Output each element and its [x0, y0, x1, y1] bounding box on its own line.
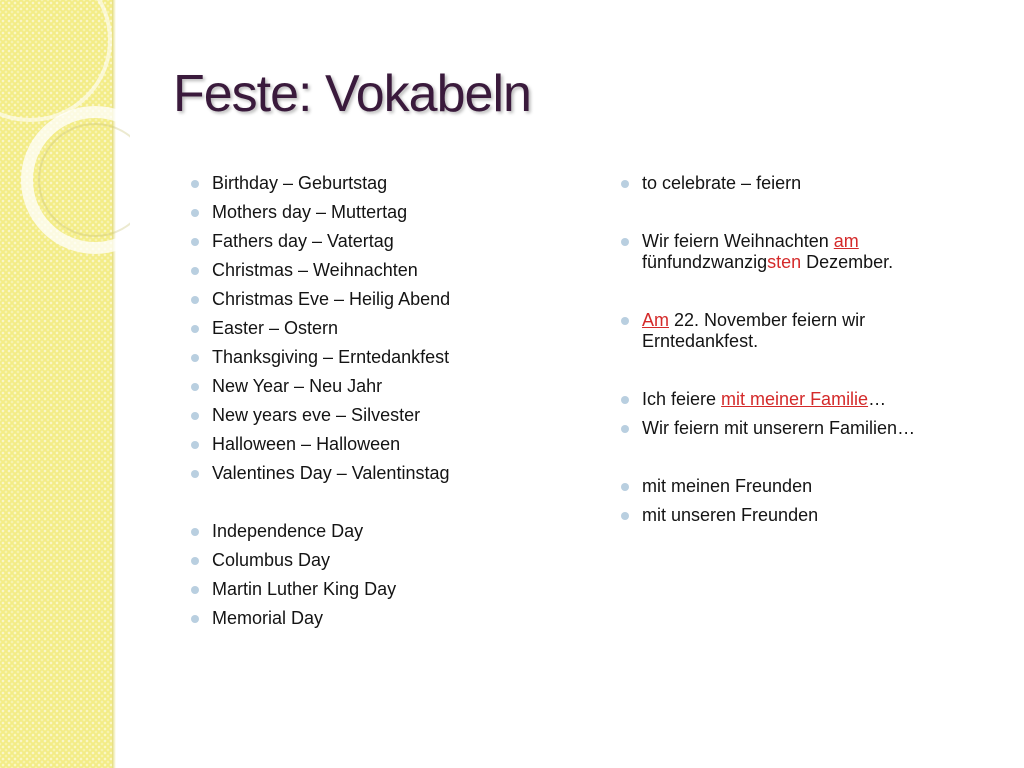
sentence-part: Dezember.: [801, 252, 894, 272]
list-item: Martin Luther King Day: [183, 579, 593, 600]
example-sentences-list: [613, 173, 953, 526]
sentence-part: fünfundzwanzig: [642, 252, 768, 272]
highlight-sten: sten: [767, 252, 802, 272]
slide-title: Feste: Vokabeln: [173, 65, 531, 123]
list-item: Valentines Day – Valentinstag: [183, 463, 593, 484]
decorative-rings: [0, 0, 130, 260]
list-item: Christmas Eve – Heilig Abend: [183, 289, 593, 310]
sentence-part: Ich feiere: [642, 389, 722, 409]
list-item: New years eve – Silvester: [183, 405, 593, 426]
list-item: Easter – Ostern: [183, 318, 593, 339]
list-item: Mothers day – Muttertag: [183, 202, 593, 223]
list-item: Christmas – Weihnachten: [183, 260, 593, 281]
highlight-am: am: [833, 231, 859, 251]
list-item: Birthday – Geburtstag: [183, 173, 593, 194]
list-item: mit unseren Freunden: [613, 505, 953, 526]
list-item: [613, 310, 953, 352]
list-item: [613, 389, 953, 410]
holiday-vocab-list: [183, 173, 593, 637]
list-item: Memorial Day: [183, 608, 593, 629]
list-item: Independence Day: [183, 521, 593, 542]
list-item: mit meinen Freunden: [613, 476, 953, 497]
list-item: Halloween – Halloween: [183, 434, 593, 455]
list-item: Fathers day – Vatertag: [183, 231, 593, 252]
list-item: [613, 231, 953, 273]
list-item: Columbus Day: [183, 550, 593, 571]
list-item: New Year – Neu Jahr: [183, 376, 593, 397]
highlight-mit-meiner-familie: mit meiner Familie: [721, 389, 869, 409]
highlight-am: Am: [642, 310, 669, 330]
sentence-part: 22. November feiern wir Erntedankfest.: [642, 310, 866, 351]
sentence-part: …: [868, 389, 887, 409]
list-spacer: [183, 492, 593, 513]
sentence-part: Wir feiern Weihnachten: [642, 231, 834, 251]
list-item: to celebrate – feiern: [613, 173, 953, 194]
list-item: Thanksgiving – Erntedankfest: [183, 347, 593, 368]
list-item: Wir feiern mit unserern Familien…: [613, 418, 953, 439]
